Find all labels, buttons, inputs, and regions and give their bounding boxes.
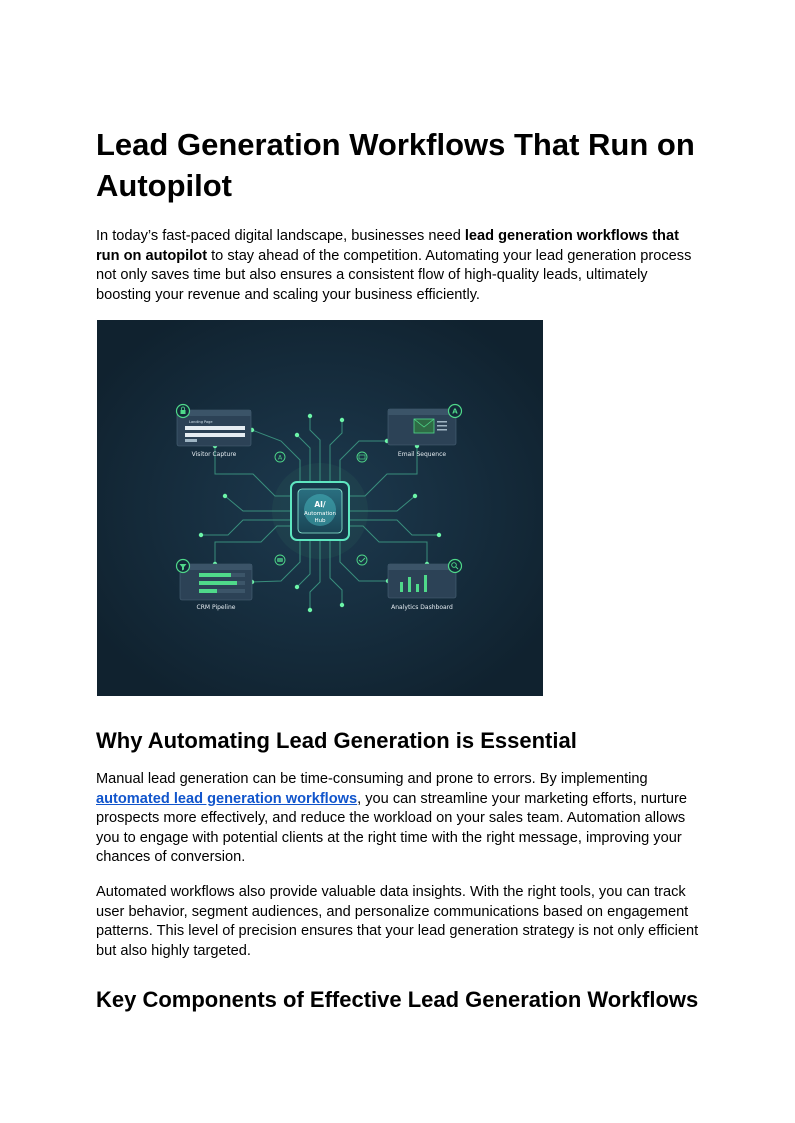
pipeline-bar-1 [199,573,231,577]
hub-label-line-3: Hub [314,518,326,524]
magnifier-icon [449,560,462,573]
section-heading-key-components: Key Components of Effective Lead Generation Workflows [96,987,699,1012]
section-heading-why-automate: Why Automating Lead Generation is Essential [96,728,577,753]
circuit-node [308,414,312,418]
form-field-1 [185,426,245,430]
circuit-node [223,494,227,498]
analytics-bar-1 [400,582,403,592]
circuit-node [340,418,344,422]
automation-hub-illustration [97,320,543,696]
svg-text:A: A [277,454,283,462]
why-automate-text-end: , you can streamline your marketing efforts, nurture prospects more effectively, and reduce the workload on your sales team. Automation allows you to engage with potential clients at the right time with the right message, improving your chances of conversion. [96,790,687,865]
pipeline-bar-2 [199,581,237,585]
intro-text-end: to stay ahead of the competition. Automating your lead generation process not only saves time but also ensures a consistent flow of high-quality leads, ultimately boosting your revenue and scaling your business efficiently. [96,247,692,303]
form-field-2 [185,433,245,437]
crm-pipeline-label: CRM Pipeline [196,604,236,611]
analytics-bar-3 [416,584,419,592]
circuit-node [199,533,203,537]
circuit-node [340,603,344,607]
why-automate-paragraph-2: Automated workflows also provide valuable data insights. With the right tools, you can track user behavior, segment audiences, and personalize communications based on engagement patterns. This level of precision ensures that your lead generation strategy is not only efficient but also highly targeted. [96,884,699,959]
circuit-node [308,608,312,612]
circuit-node [437,533,441,537]
analytics-dashboard-label: Analytics Dashboard [391,604,453,611]
automated-workflows-link[interactable]: automated lead generation workflows [96,790,358,807]
why-automate-text-start: Manual lead generation can be time-consuming and prone to errors. By implementing [96,771,648,787]
circuit-node [295,433,299,437]
circuit-node [413,494,417,498]
analytics-dashboard-panel [388,560,462,612]
why-automate-paragraph-1 [96,770,701,868]
hub-chip [291,482,349,540]
svg-text:A: A [452,407,458,416]
pipeline-bar-3 [199,589,217,593]
form-submit-button [185,439,197,442]
analytics-bar-2 [408,577,411,592]
circuit-node [295,585,299,589]
hub-label-line-1: AI/ [314,500,326,509]
intro-paragraph [96,227,701,305]
hub-label-line-2: Automation [303,511,337,517]
intro-text-start: In today’s fast-paced digital landscape, businesses need [96,228,465,244]
analytics-bar-4 [424,575,427,592]
landing-page-label: Landing Page [189,420,213,424]
intro-bold-phrase: lead generation workflows that run on autopilot [96,228,679,264]
email-sequence-label: Email Sequence [397,451,447,458]
visitor-capture-label: Visitor Capture [191,451,237,458]
page-title: Lead Generation Workflows That Run on Autopilot [96,127,695,203]
